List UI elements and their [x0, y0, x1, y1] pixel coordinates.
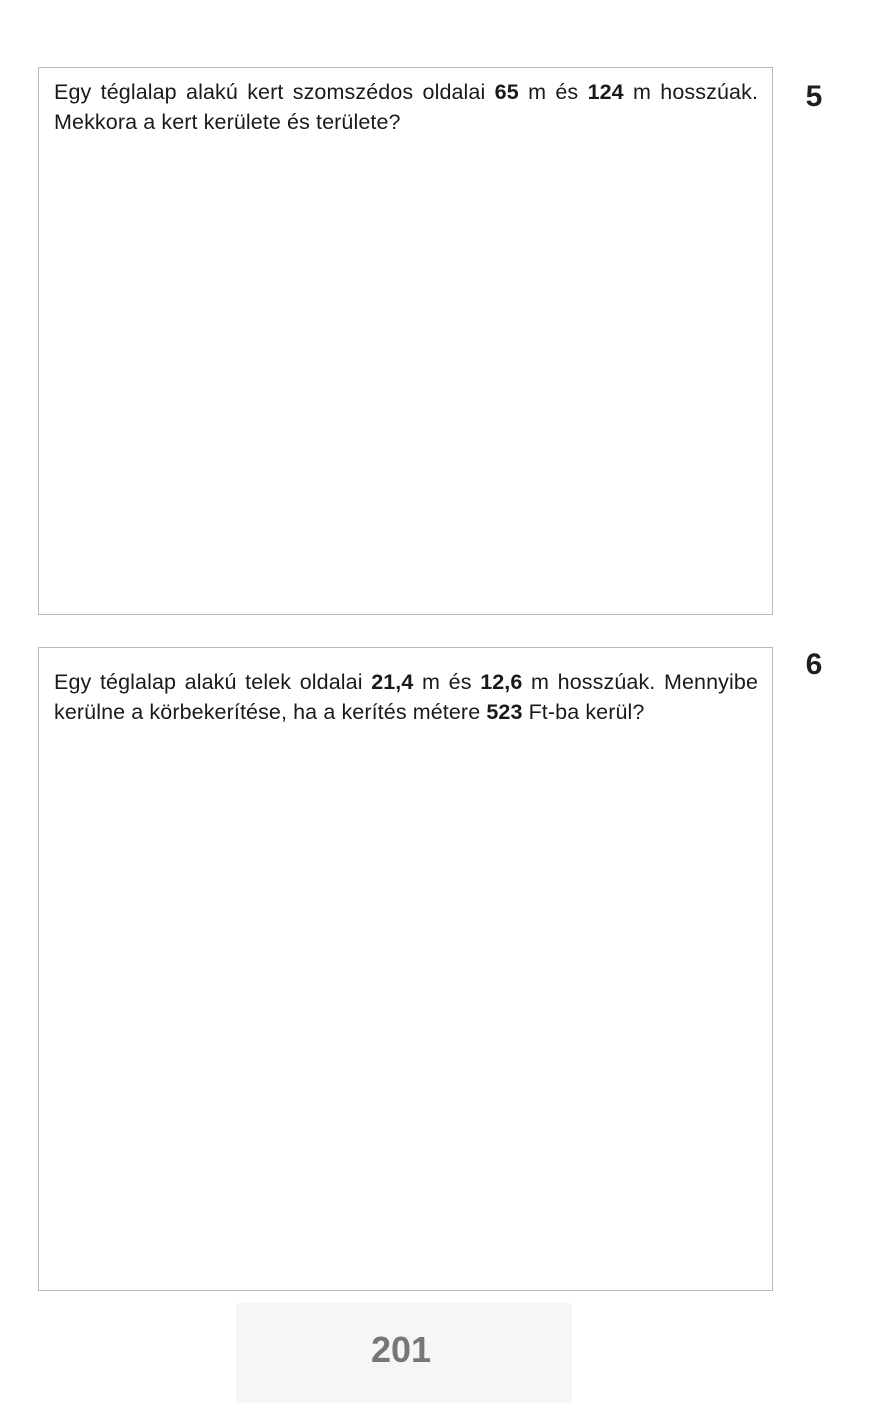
task-5-text-part-1: Egy téglalap alakú kert szomszédos oldalai [54, 80, 495, 104]
task-6-value-3: 523 [486, 700, 523, 724]
task-5-text-part-2: m és [518, 80, 588, 104]
task-5-value-1: 65 [494, 80, 519, 104]
task-5-value-2: 124 [587, 80, 624, 104]
task-6-text-part-1: Egy téglalap alakú telek oldalai [54, 670, 372, 694]
task-6-value-1: 21,4 [371, 670, 414, 694]
task-6-text-part-3: m hosszúak. Mennyibe kerülne a körbekerítése, ha a kerítés métere [54, 670, 758, 724]
task-6-text-part-2: m és [413, 670, 481, 694]
task-6-text-part-4: Ft-ba kerül? [522, 700, 645, 724]
task-5-number: 5 [805, 80, 823, 113]
task-6-number: 6 [805, 648, 823, 681]
task-5-text [54, 77, 758, 137]
task-5-box [38, 67, 773, 615]
task-6-box [38, 647, 773, 1291]
task-6-value-2: 12,6 [480, 670, 523, 694]
task-6-text [54, 667, 758, 727]
page-number: 201 [370, 1329, 432, 1370]
task-5-text-part-3: m hosszúak. Mekkora a kert kerülete és területe? [54, 80, 759, 134]
